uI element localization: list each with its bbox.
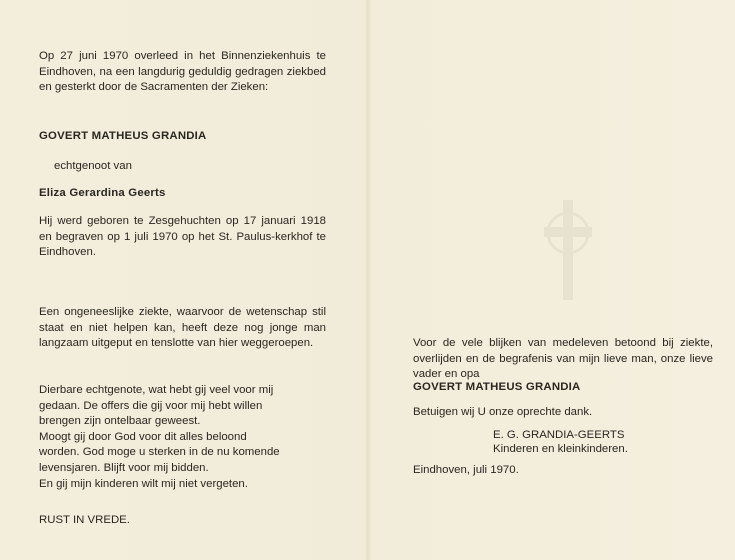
cross-watermark-icon (538, 195, 598, 305)
spouse-name: Eliza Gerardina Geerts (39, 187, 166, 199)
farewell-line: brengen zijn ontelbaar geweest. (39, 415, 201, 428)
disease-text: Een ongeneeslijke ziekte, waarvoor de wetenschap stil staat en niet helpen kan, heeft deze nog jonge man langzaam uitgeput en tenslotte van hier weggeroepen. (39, 306, 326, 350)
farewell-line: levensjaren. Blijft voor mij bidden. (39, 461, 209, 474)
signatory: E. G. GRANDIA-GEERTS (493, 429, 625, 441)
deceased-name: GOVERT MATHEUS GRANDIA (39, 130, 207, 142)
thanks-name: GOVERT MATHEUS GRANDIA (413, 381, 581, 393)
farewell-line: worden. God moge u sterken in de nu komende (39, 446, 280, 459)
farewell-text (39, 383, 326, 492)
farewell-line: Dierbare echtgenote, wat hebt gij veel voor mij (39, 384, 274, 396)
farewell-line: En gij mijn kinderen wilt mij niet vergeten. (39, 477, 248, 490)
intro-text: Op 27 juni 1970 overleed in het Binnenziekenhuis te Eindhoven, na een langdurig geduldig gedragen ziekbed en gesterkt door de Sacramenten der Zieken: (39, 50, 326, 94)
farewell-line: gedaan. De offers die gij voor mij hebt willen (39, 399, 263, 412)
signatory-sub: Kinderen en kleinkinderen. (493, 443, 628, 455)
spouse-of-label: echtgenoot van (54, 160, 132, 172)
left-panel (0, 0, 367, 560)
thanks-line: Betuigen wij U onze oprechte dank. (413, 406, 593, 418)
birth-burial-text: Hij werd geboren te Zesgehuchten op 17 januari 1918 en begraven op 1 juli 1970 op het St. Paulus-kerkhof te Eindhoven. (39, 215, 326, 259)
thanks-intro: Voor de vele blijken van medeleven betoond bij ziekte, overlijden en de begrafenis van mijn lieve man, onze lieve vader en opa (413, 337, 713, 381)
closing-text: RUST IN VREDE. (39, 514, 130, 526)
right-panel (368, 0, 735, 560)
place-date: Eindhoven, juli 1970. (413, 464, 519, 476)
farewell-line: Moogt gij door God voor dit alles beloond (39, 430, 247, 443)
